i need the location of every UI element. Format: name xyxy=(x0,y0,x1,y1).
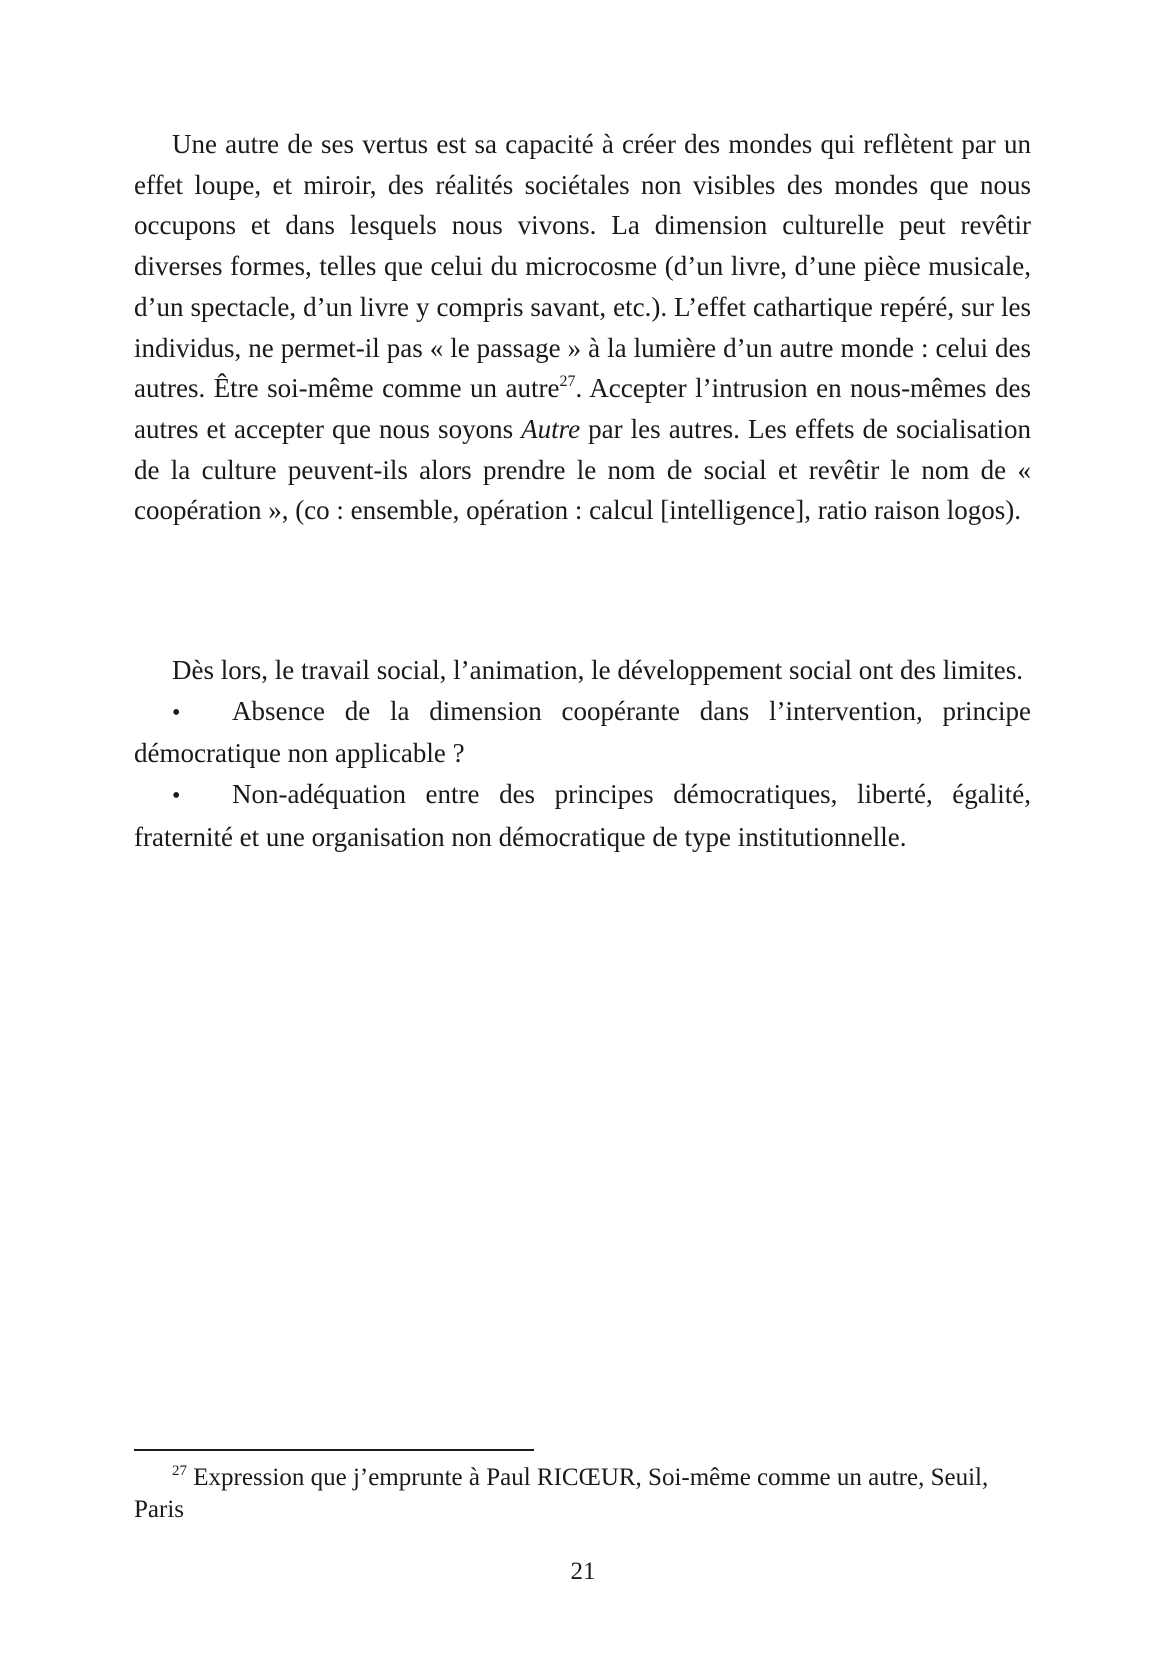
paragraph-1 xyxy=(134,124,1031,531)
paragraph-2: Dès lors, le travail social, l’animation, le développement social ont des limites. xyxy=(172,655,1024,685)
footnote-text: Expression que j’emprunte à Paul RICŒUR, Soi-même comme un autre, Seuil, Paris xyxy=(134,1464,989,1523)
footnote-separator xyxy=(134,1449,534,1451)
bullet-item xyxy=(134,691,1031,774)
bullet-text: Non-adéquation entre des principes démocratiques, liberté, égalité, fraternité et une organisation non démocratique de type institutionnelle. xyxy=(134,779,1031,852)
bullet-icon: • xyxy=(172,699,181,726)
paragraph-1-text-after-note: . Accepter l’intrusion en nous-mêmes des autres et accepter que nous soyons xyxy=(134,373,1032,444)
bullet-icon: • xyxy=(172,783,181,810)
footnote xyxy=(134,1462,1031,1526)
page-number: 21 xyxy=(570,1558,596,1585)
paragraph-2-block xyxy=(134,650,1031,858)
paragraph-1-text-end: par les autres. Les effets de socialisation de la culture peuvent-ils alors prendre le nom de social et revêtir le nom de « coopération », (co : ensemble, opération : calcul [intelligence], ratio raison logos). xyxy=(134,413,1031,526)
footnote-reference[interactable]: 27 xyxy=(559,373,576,391)
paragraph-1-text-before-note: Une autre de ses vertus est sa capacité à créer des mondes qui reflètent par un effet loupe, et miroir, des réalités sociétales non visibles des mondes que nous occupons et dans lesquels nous vivons. La dimension culturelle peut revêtir diverses formes, telles que celui du microcosme (d’un livre, d’une pièce musicale, d’un spectacle, d’un livre y compris savant, etc.). L’effet cathartique repéré, sur les individus, ne permet-il pas « le passage » à la lumière d’un autre monde : celui des autres. Être soi-même comme un autre xyxy=(134,129,1031,404)
footnote-number: 27 xyxy=(172,1463,187,1479)
bullet-item xyxy=(134,774,1031,857)
bullet-text: Absence de la dimension coopérante dans l’intervention, principe démocratique non applicable ? xyxy=(134,695,1031,769)
paragraph-1-block xyxy=(134,124,1031,531)
paragraph-1-italic-word: Autre xyxy=(521,413,581,444)
bullet-list xyxy=(134,691,1031,858)
